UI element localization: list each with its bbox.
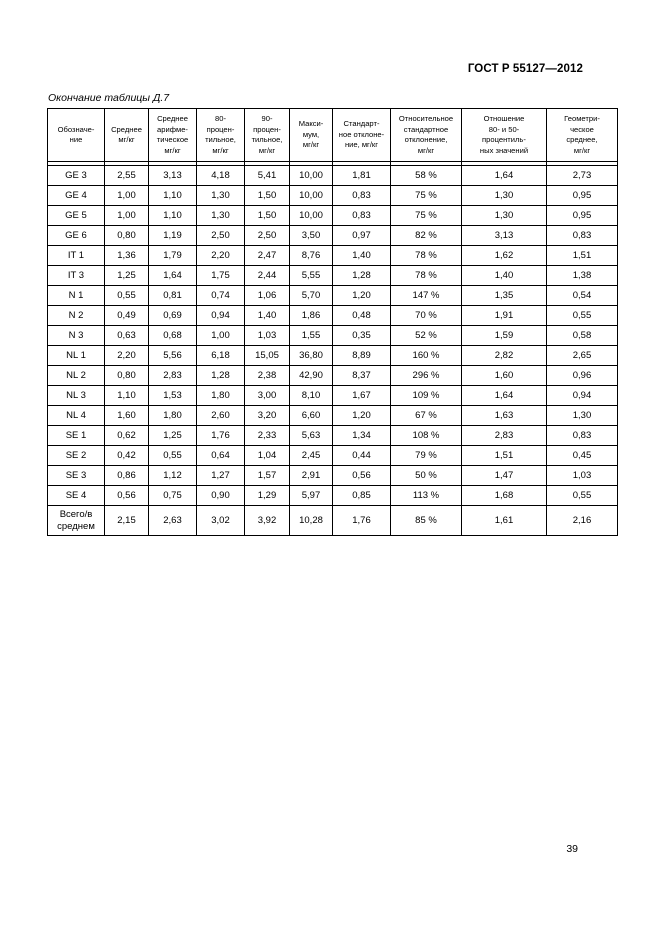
- table-row: [48, 166, 618, 186]
- table-cell: 1,50: [245, 186, 290, 206]
- table-cell: 0,96: [547, 366, 618, 386]
- table-cell: 70 %: [391, 306, 462, 326]
- table-cell: 1,19: [149, 226, 197, 246]
- row-label-cell: Всего/в среднем: [48, 506, 105, 536]
- table-cell: 1,40: [462, 266, 547, 286]
- row-label-cell: GE 5: [48, 206, 105, 226]
- table-cell: 0,55: [149, 446, 197, 466]
- table-cell: 79 %: [391, 446, 462, 466]
- table-cell: 0,75: [149, 486, 197, 506]
- table-cell: 0,83: [333, 206, 391, 226]
- table-cell: 0,48: [333, 306, 391, 326]
- table-cell: 1,50: [245, 206, 290, 226]
- table-cell: 1,38: [547, 266, 618, 286]
- table-cell: 5,70: [290, 286, 333, 306]
- table-cell: 1,51: [547, 246, 618, 266]
- table-cell: 78 %: [391, 266, 462, 286]
- table-row: [48, 426, 618, 446]
- table-cell: 1,10: [149, 186, 197, 206]
- table-cell: 1,51: [462, 446, 547, 466]
- table-cell: 5,56: [149, 346, 197, 366]
- table-cell: 1,64: [149, 266, 197, 286]
- row-label-cell: NL 2: [48, 366, 105, 386]
- table-cell: 1,40: [333, 246, 391, 266]
- table-row: [48, 226, 618, 246]
- table-cell: 2,55: [105, 166, 149, 186]
- column-header: Среднее арифме- тическое мг/кг: [149, 109, 197, 162]
- table-cell: 67 %: [391, 406, 462, 426]
- table-cell: 109 %: [391, 386, 462, 406]
- table-cell: 1,60: [105, 406, 149, 426]
- table-cell: 1,67: [333, 386, 391, 406]
- table-cell: 2,45: [290, 446, 333, 466]
- column-header: Геометри- ческое среднее, мг/кг: [547, 109, 618, 162]
- table-cell: 113 %: [391, 486, 462, 506]
- table-cell: 2,44: [245, 266, 290, 286]
- table-cell: 0,63: [105, 326, 149, 346]
- table-cell: 2,73: [547, 166, 618, 186]
- table-cell: 1,30: [197, 206, 245, 226]
- table-cell: 1,03: [245, 326, 290, 346]
- table-cell: 0,97: [333, 226, 391, 246]
- row-label-cell: IT 3: [48, 266, 105, 286]
- table-cell: 1,57: [245, 466, 290, 486]
- table-cell: 1,28: [197, 366, 245, 386]
- table-cell: 3,13: [149, 166, 197, 186]
- column-header: Относительное стандартное отклонение, мг/кг: [391, 109, 462, 162]
- table-cell: 0,55: [547, 306, 618, 326]
- row-label-cell: SE 3: [48, 466, 105, 486]
- table-cell: 2,91: [290, 466, 333, 486]
- table-row: [48, 406, 618, 426]
- table-cell: 0,74: [197, 286, 245, 306]
- table-cell: 3,02: [197, 506, 245, 536]
- table-cell: 5,97: [290, 486, 333, 506]
- table-cell: 1,75: [197, 266, 245, 286]
- table-cell: 0,80: [105, 226, 149, 246]
- table-cell: 1,28: [333, 266, 391, 286]
- table-cell: 1,55: [290, 326, 333, 346]
- table-cell: 1,29: [245, 486, 290, 506]
- table-cell: 0,94: [547, 386, 618, 406]
- table-cell: 1,35: [462, 286, 547, 306]
- table-cell: 0,83: [547, 426, 618, 446]
- table-row: [48, 266, 618, 286]
- table-cell: 0,64: [197, 446, 245, 466]
- table-cell: 2,83: [462, 426, 547, 446]
- table-cell: 0,95: [547, 186, 618, 206]
- row-label-cell: GE 4: [48, 186, 105, 206]
- table-cell: 1,20: [333, 406, 391, 426]
- table-cell: 0,94: [197, 306, 245, 326]
- table-row: [48, 366, 618, 386]
- table-cell: 8,37: [333, 366, 391, 386]
- table-row: [48, 446, 618, 466]
- table-cell: 3,20: [245, 406, 290, 426]
- table-row: [48, 486, 618, 506]
- table-cell: 36,80: [290, 346, 333, 366]
- column-header: Обозначе- ние: [48, 109, 105, 162]
- table-cell: 2,16: [547, 506, 618, 536]
- column-header: 90- процен- тильное, мг/кг: [245, 109, 290, 162]
- table-cell: 0,55: [547, 486, 618, 506]
- column-header: 80- процен- тильное, мг/кг: [197, 109, 245, 162]
- column-header: Среднее мг/кг: [105, 109, 149, 162]
- table-cell: 1,36: [105, 246, 149, 266]
- column-header: Макси- мум, мг/кг: [290, 109, 333, 162]
- table-cell: 0,68: [149, 326, 197, 346]
- table-cell: 78 %: [391, 246, 462, 266]
- table-cell: 6,18: [197, 346, 245, 366]
- table-row: [48, 246, 618, 266]
- table-total-row: [48, 506, 618, 536]
- table-cell: 1,06: [245, 286, 290, 306]
- table-cell: 0,90: [197, 486, 245, 506]
- table-cell: 0,85: [333, 486, 391, 506]
- table-cell: 2,20: [197, 246, 245, 266]
- table-cell: 147 %: [391, 286, 462, 306]
- row-label-cell: SE 1: [48, 426, 105, 446]
- table-cell: 1,76: [333, 506, 391, 536]
- table-cell: 0,62: [105, 426, 149, 446]
- table-cell: 1,27: [197, 466, 245, 486]
- table-row: [48, 386, 618, 406]
- table-row: [48, 286, 618, 306]
- table-cell: 2,63: [149, 506, 197, 536]
- table-cell: 2,82: [462, 346, 547, 366]
- table-cell: 0,35: [333, 326, 391, 346]
- table-cell: 2,65: [547, 346, 618, 366]
- table-cell: 75 %: [391, 206, 462, 226]
- table-row: [48, 346, 618, 366]
- table-cell: 85 %: [391, 506, 462, 536]
- table-cell: 1,62: [462, 246, 547, 266]
- row-label-cell: NL 3: [48, 386, 105, 406]
- table-cell: 1,79: [149, 246, 197, 266]
- table-cell: 1,59: [462, 326, 547, 346]
- table-cell: 0,69: [149, 306, 197, 326]
- table-cell: 0,56: [333, 466, 391, 486]
- table-cell: 50 %: [391, 466, 462, 486]
- table-cell: 1,00: [105, 206, 149, 226]
- table-cell: 2,15: [105, 506, 149, 536]
- row-label-cell: NL 4: [48, 406, 105, 426]
- table-cell: 1,03: [547, 466, 618, 486]
- table-cell: 0,81: [149, 286, 197, 306]
- table-cell: 1,30: [462, 206, 547, 226]
- table-cell: 1,61: [462, 506, 547, 536]
- table-cell: 10,00: [290, 206, 333, 226]
- table-cell: 8,89: [333, 346, 391, 366]
- table-cell: 1,30: [547, 406, 618, 426]
- table-cell: 0,95: [547, 206, 618, 226]
- table-cell: 8,10: [290, 386, 333, 406]
- standard-designation: ГОСТ Р 55127—2012: [467, 63, 583, 75]
- table-cell: 2,33: [245, 426, 290, 446]
- table-cell: 0,42: [105, 446, 149, 466]
- table-cell: 2,50: [245, 226, 290, 246]
- table-cell: 1,00: [105, 186, 149, 206]
- table-cell: 0,83: [547, 226, 618, 246]
- row-label-cell: N 3: [48, 326, 105, 346]
- table-cell: 0,54: [547, 286, 618, 306]
- table-cell: 10,00: [290, 186, 333, 206]
- row-label-cell: N 2: [48, 306, 105, 326]
- column-header: Стандарт- ное отклоне- ние, мг/кг: [333, 109, 391, 162]
- table-cell: 1,64: [462, 166, 547, 186]
- table-cell: 75 %: [391, 186, 462, 206]
- table-cell: 1,68: [462, 486, 547, 506]
- table-cell: 3,50: [290, 226, 333, 246]
- column-header: Отношение 80- и 50- процентиль- ных значений: [462, 109, 547, 162]
- table-cell: 58 %: [391, 166, 462, 186]
- table-row: [48, 326, 618, 346]
- table-row: [48, 466, 618, 486]
- table-cell: 108 %: [391, 426, 462, 446]
- table-cell: 1,81: [333, 166, 391, 186]
- table-cell: 2,50: [197, 226, 245, 246]
- table-cell: 1,64: [462, 386, 547, 406]
- row-label-cell: N 1: [48, 286, 105, 306]
- table-cell: 0,56: [105, 486, 149, 506]
- table-cell: 6,60: [290, 406, 333, 426]
- table-cell: 160 %: [391, 346, 462, 366]
- table-cell: 1,60: [462, 366, 547, 386]
- table-cell: 5,55: [290, 266, 333, 286]
- table-cell: 1,25: [105, 266, 149, 286]
- table-cell: 1,91: [462, 306, 547, 326]
- table-cell: 1,80: [149, 406, 197, 426]
- table-cell: 1,40: [245, 306, 290, 326]
- table-cell: 0,45: [547, 446, 618, 466]
- table-cell: 5,63: [290, 426, 333, 446]
- table-cell: 1,20: [333, 286, 391, 306]
- row-label-cell: SE 2: [48, 446, 105, 466]
- table-cell: 296 %: [391, 366, 462, 386]
- table-cell: 1,10: [105, 386, 149, 406]
- row-label-cell: GE 6: [48, 226, 105, 246]
- table-cell: 0,49: [105, 306, 149, 326]
- table-cell: 4,18: [197, 166, 245, 186]
- row-label-cell: GE 3: [48, 166, 105, 186]
- row-label-cell: NL 1: [48, 346, 105, 366]
- table-row: [48, 306, 618, 326]
- data-table: [47, 108, 618, 536]
- table-cell: 2,83: [149, 366, 197, 386]
- table-cell: 1,86: [290, 306, 333, 326]
- table-row: [48, 206, 618, 226]
- table-cell: 1,76: [197, 426, 245, 446]
- row-label-cell: SE 4: [48, 486, 105, 506]
- table-cell: 8,76: [290, 246, 333, 266]
- table-cell: 0,80: [105, 366, 149, 386]
- table-cell: 0,58: [547, 326, 618, 346]
- table-cell: 3,92: [245, 506, 290, 536]
- table-cell: 1,04: [245, 446, 290, 466]
- table-row: [48, 186, 618, 206]
- table-cell: 1,25: [149, 426, 197, 446]
- table-cell: 1,30: [197, 186, 245, 206]
- table-cell: 10,00: [290, 166, 333, 186]
- page-number: 39: [566, 843, 578, 855]
- table-cell: 0,83: [333, 186, 391, 206]
- table-caption: Окончание таблицы Д.7: [48, 92, 170, 104]
- table-cell: 5,41: [245, 166, 290, 186]
- table-cell: 1,47: [462, 466, 547, 486]
- table-cell: 52 %: [391, 326, 462, 346]
- table-cell: 1,12: [149, 466, 197, 486]
- table-cell: 2,60: [197, 406, 245, 426]
- table-cell: 3,13: [462, 226, 547, 246]
- table-cell: 2,20: [105, 346, 149, 366]
- table-cell: 1,10: [149, 206, 197, 226]
- table-cell: 1,80: [197, 386, 245, 406]
- table-body: [48, 162, 618, 536]
- table-header-row: [48, 109, 618, 162]
- table-cell: 42,90: [290, 366, 333, 386]
- table-cell: 82 %: [391, 226, 462, 246]
- table-cell: 3,00: [245, 386, 290, 406]
- table-cell: 1,30: [462, 186, 547, 206]
- table-cell: 1,53: [149, 386, 197, 406]
- table-cell: 2,47: [245, 246, 290, 266]
- table-cell: 1,63: [462, 406, 547, 426]
- table-cell: 1,34: [333, 426, 391, 446]
- table-cell: 15,05: [245, 346, 290, 366]
- table-cell: 0,86: [105, 466, 149, 486]
- table-cell: 0,55: [105, 286, 149, 306]
- table-cell: 1,00: [197, 326, 245, 346]
- table-cell: 2,38: [245, 366, 290, 386]
- table-cell: 0,44: [333, 446, 391, 466]
- row-label-cell: IT 1: [48, 246, 105, 266]
- table-cell: 10,28: [290, 506, 333, 536]
